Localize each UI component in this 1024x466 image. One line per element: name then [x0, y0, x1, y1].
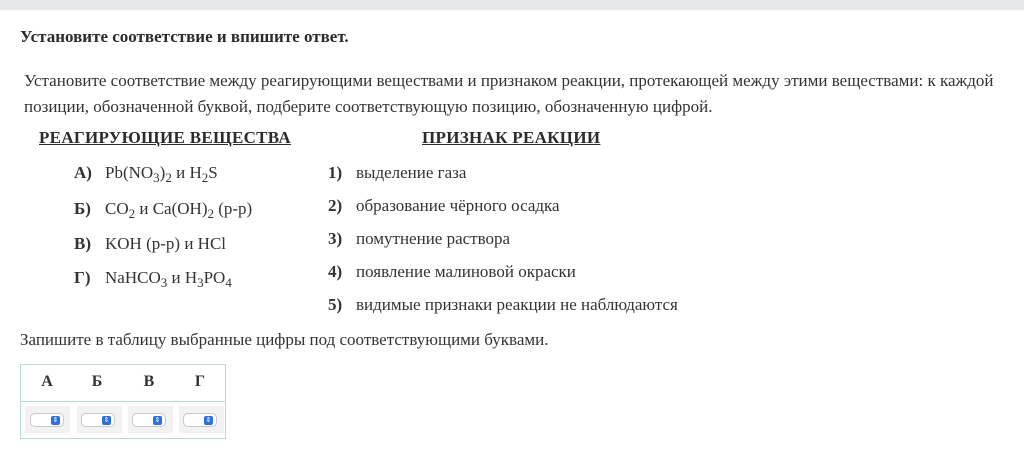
substance-text: NaHCO$_3$ и $H_3PO_4$ — [105, 268, 232, 290]
answer-header-v: В — [143, 373, 155, 390]
chevron-up-down-icon: ⇕ — [154, 416, 161, 424]
answer-header-b: Б — [91, 373, 103, 390]
sign-item-4 — [328, 262, 576, 282]
sign-label: 2) — [328, 196, 343, 215]
sign-item-2 — [328, 196, 560, 216]
answer-select-g[interactable] — [183, 413, 217, 427]
task-title: Установите соответствие и впишите ответ. — [20, 27, 349, 46]
sign-label: 1) — [328, 163, 343, 182]
top-bar — [0, 0, 1024, 10]
sign-label: 3) — [328, 229, 343, 248]
chevron-up-down-icon: ⇕ — [205, 416, 212, 424]
instruction-text: Запишите в таблицу выбранные цифры под соответствующими буквами. — [20, 330, 549, 349]
substances-header: РЕАГИРУЮЩИЕ ВЕЩЕСТВА — [39, 128, 291, 147]
sign-text: помутнение раствора — [356, 229, 511, 248]
table-divider — [21, 401, 225, 402]
substance-text: KOH (р-р) и HCl — [105, 234, 227, 253]
answer-select-v[interactable] — [132, 413, 166, 427]
answer-header-g: Г — [194, 373, 206, 390]
chevron-up-down-icon: ⇕ — [103, 416, 110, 424]
task-statement: Установите соответствие между реагирующими веществами и признаком реакции, протекающей между этими веществами: к каждой позиции, обозначенной буквой, подберите соответствующую позицию, обозначенную цифрой. — [24, 71, 994, 116]
sign-label: 4) — [328, 262, 343, 281]
substance-item-b — [74, 199, 252, 219]
substance-label: Б) — [74, 199, 91, 218]
sign-item-3 — [328, 229, 510, 249]
substance-label: А) — [74, 163, 92, 182]
answer-select-a[interactable] — [30, 413, 64, 427]
substance-label: Г) — [74, 268, 91, 287]
substance-item-a — [74, 163, 218, 183]
sign-label: 5) — [328, 295, 343, 314]
substance-text: $CO_2$ и $Ca(OH)_2$ (р-р) — [105, 199, 253, 221]
substance-item-g — [74, 268, 232, 288]
sign-item-1 — [328, 163, 466, 183]
sign-text: видимые признаки реакции не наблюдаются — [356, 295, 678, 314]
sign-item-5 — [328, 295, 678, 315]
substance-label: В) — [74, 234, 91, 253]
sign-text: появление малиновой окраски — [356, 262, 576, 281]
answer-select-b[interactable] — [81, 413, 115, 427]
signs-header: ПРИЗНАК РЕАКЦИИ — [422, 128, 601, 147]
answer-header-a: А — [41, 373, 53, 390]
chevron-up-down-icon: ⇕ — [52, 416, 59, 424]
answer-table — [20, 364, 226, 439]
substance-text: $Pb(NO_3)_2$ и $H_2S$ — [105, 163, 218, 185]
sign-text: выделение газа — [356, 163, 467, 182]
substance-item-v — [74, 234, 226, 254]
sign-text: образование чёрного осадка — [356, 196, 560, 215]
